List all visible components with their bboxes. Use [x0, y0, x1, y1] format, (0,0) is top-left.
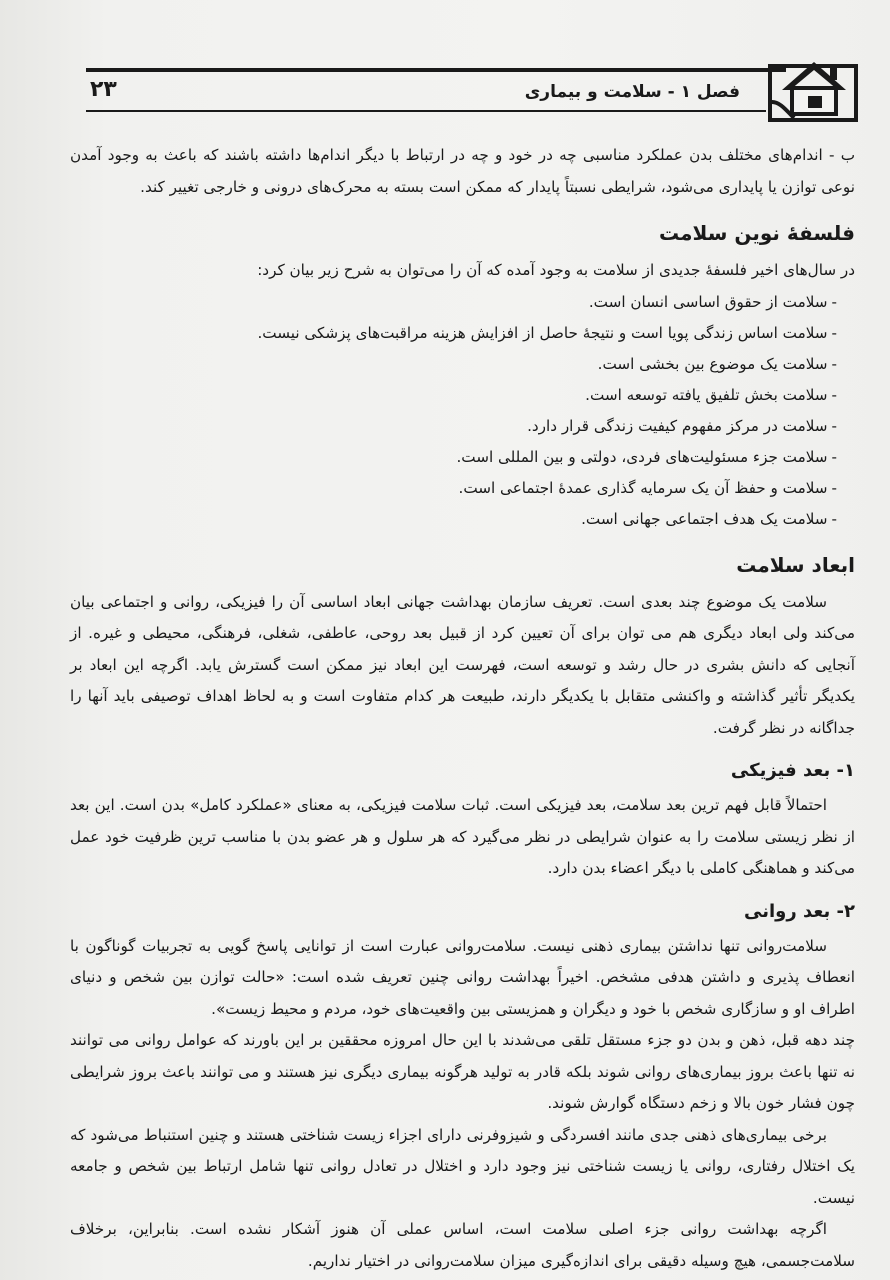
- header-rule-top: [86, 68, 786, 72]
- list-item: -سلامت در مرکز مفهوم کیفیت زندگی قرار دارد.: [527, 416, 837, 435]
- list-item: -سلامت یک هدف اجتماعی جهانی است.: [581, 509, 837, 528]
- list-item: -سلامت از حقوق اساسی انسان است.: [588, 292, 837, 311]
- header-rule-bottom: [86, 110, 766, 112]
- mental-paragraph-3: برخی بیماری‌های ذهنی جدی مانند افسردگی و شیزوفرنی دارای اجزاء زیست شناختی هستند و چنین استنباط می‌شود که یک اختلال رفتاری، روانی یا زیست شناختی نیز وجود دارد و اختلال در تعادل روانی تنها شامل ارتباط بین شخص و جامعه نیست.: [70, 1125, 855, 1207]
- page-number: ۲۳: [90, 77, 117, 102]
- list-item: -سلامت یک موضوع بین بخشی است.: [597, 354, 837, 373]
- dimensions-paragraph: سلامت یک موضوع چند بعدی است. تعریف سازمان بهداشت جهانی ابعاد اساسی آن را فیزیکی، روانی و اجتماعی بیان می‌کند ولی ابعاد دیگری هم می توان برای آن تعیین کرد از قبیل بعد روحی، عاطفی، شغلی، فرهنگی، محیطی و غیره. از آنجایی که دانش بشری در حال رشد و توسعه است، فهرست این ابعاد نیز ممکن است گسترش یابد. اگرچه این ابعاد بر یکدیگر تأثیر گذاشته و واکنشی متقابل با یکدیگر دارند، طبیعت هر کدام متفاوت است و به لحاظ اهداف توصیفی باید آنها را جداگانه در نظر گرفت.: [70, 592, 855, 737]
- mental-paragraph-1: سلامت‌روانی تنها نداشتن بیماری ذهنی نیست. سلامت‌روانی عبارت است از توانایی پاسخ گویی به تجربیات گوناگون با انعطاف پذیری و داشتن هدفی مشخص. اخیراً بهداشت روانی چنین تعریف شده است: «حالت توازن بین شخص و دنیای اطراف او و سازگاری شخص با خود و دیگران و همزیستی بین واقعیت‌های خود، مردم و محیط زیست».: [70, 936, 855, 1018]
- intro-paragraph: ب - اندام‌های مختلف بدن عملکرد مناسبی چه در خود و چه در ارتباط با دیگر اندام‌ها داشته باشند که باعث به وجود آمدن نوعی توازن یا پایداری می‌شود، شرایطی نسبتاً پایدار که ممکن است بسته به محرک‌های درونی و خارجی تغییر کند.: [70, 146, 855, 196]
- list-item: -سلامت جزء مسئولیت‌های فردی، دولتی و بین المللی است.: [456, 447, 837, 466]
- philosophy-list: [70, 287, 855, 535]
- philosophy-intro: در سال‌های اخیر فلسفهٔ جدیدی از سلامت به وجود آمده که آن را می‌توان به شرح زیر بیان کرد:: [257, 261, 855, 279]
- mental-paragraph-2: چند دهه قبل، ذهن و بدن دو جزء مستقل تلقی می‌شدند با این حال امروزه محققین بر این باورند که عوامل روانی می توانند نه تنها باعث بروز بیماری‌های روانی شوند بلکه قادر به تولید هرگونه بیماری دیگری نیز هستند و می توانند باعث بروز شرایطی چون فشار خون بالا و زخم دستگاه گوارش شوند.: [70, 1031, 855, 1112]
- mental-paragraph-4: اگرچه بهداشت روانی جزء اصلی سلامت است، اساس عملی آن هنوز آشکار نشده است. بنابراین، برخلاف سلامت‌جسمی، هیچ وسیله دقیقی برای اندازه‌گیری میزان سلامت‌روانی در اختیار نداریم.: [70, 1220, 855, 1270]
- page-content: [70, 140, 855, 1277]
- chapter-title: فصل ۱ - سلامت و بیماری: [524, 82, 740, 102]
- list-item: -سلامت اساس زندگی پویا است و نتیجهٔ حاصل از افزایش هزینه مراقبت‌های پزشکی نیست.: [257, 323, 837, 342]
- physical-heading: ۱- بعد فیزیکی: [730, 760, 855, 781]
- house-icon: [768, 52, 860, 124]
- page-header: [70, 52, 860, 124]
- dimensions-heading: ابعاد سلامت: [736, 552, 855, 577]
- philosophy-heading: فلسفهٔ نوین سلامت: [658, 221, 855, 245]
- list-item: -سلامت بخش تلفیق یافته توسعه است.: [585, 385, 837, 404]
- list-item: -سلامت و حفظ آن یک سرمایه گذاری عمدهٔ اجتماعی است.: [458, 478, 837, 497]
- mental-heading: ۲- بعد روانی: [743, 900, 855, 922]
- physical-paragraph: احتمالاً قابل فهم ترین بعد سلامت، بعد فیزیکی است. ثبات سلامت فیزیکی، به معنای «عملکرد کامل» بدن است. این بعد از نظر زیستی سلامت را به عنوان شرایطی در نظر می‌گیرد که هر سلول و هر عضو بدن با مناسب ترین ظرفیت خود عمل می‌کند و هماهنگی کاملی با دیگر اعضاء بدن دارد.: [70, 796, 855, 877]
